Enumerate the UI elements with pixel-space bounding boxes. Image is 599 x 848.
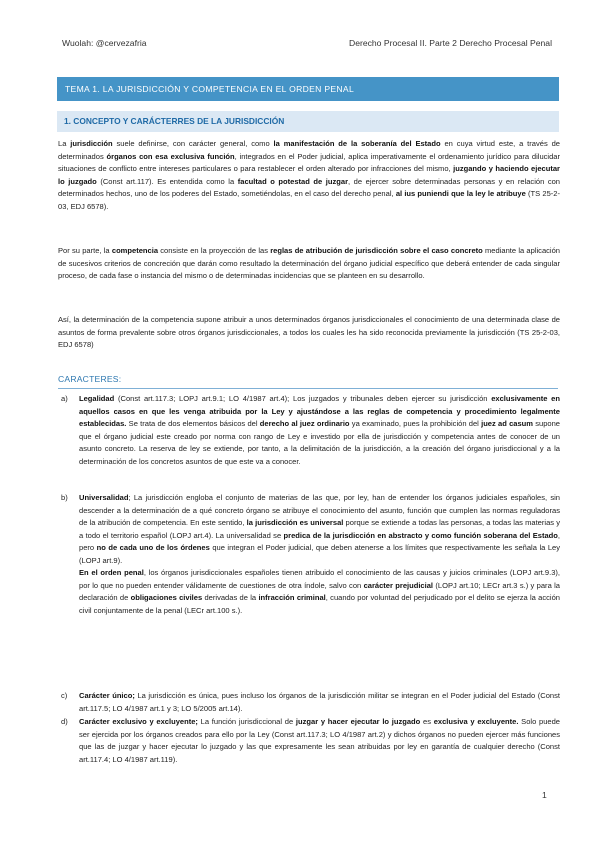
text-run: , los órganos jurisdiccionales españoles tienen atribuido el conocimiento de las causas y juicios criminales (LOPJ art.9.3), por lo que no pueden entender válidamente de cuestiones de otra índole, salvo con [79, 568, 561, 590]
bold-term: Carácter exclusivo y excluyente; [79, 717, 198, 726]
text-run: La función jurisdiccional de [197, 717, 296, 726]
text-run: , cuando por voluntad del perjudicado por el delito se ejerza la acción civil conjuntamente de la penal (LECr art.100 s.). [79, 593, 560, 615]
list-marker: d) [61, 717, 68, 726]
section-title: 1. CONCEPTO Y CARÁCTERRES DE LA JURISDICCIÓN [57, 111, 559, 132]
text-run: , pero [79, 530, 560, 552]
paragraph-competencia [58, 245, 560, 283]
bold-term: juzgar y hacer ejecutar lo juzgado [295, 717, 421, 726]
bold-term: Carácter único; [79, 691, 135, 700]
bold-term: facultad o potestad de juzgar [237, 176, 349, 186]
text-run: supone que el órgano judicial este creado por norma con rango de Ley e investido por ella de jurisdicción y competencia antes de conocer de un asunto concreto. La reserva de ley se extiende, por tanto, a la delimitación de la jurisdicción, a la creación del órgano jurisdiccional y a la determinación de los concretos asuntos de que este va a conocer. [79, 419, 561, 466]
list-marker: b) [61, 493, 68, 502]
text-run: mediante la aplicación de sucesivos criterios de concreción que darán como resultado la determinación del órgano judicial específico que deberá entender de cada singular proceso, de cada fase o instancia del mismo o de determinadas incidencias que se planteen en su desarrollo. [58, 246, 560, 280]
bold-term: Universalidad [79, 493, 129, 502]
text-run: suele definirse, con carácter general, como [112, 139, 274, 148]
text-run: que integran el Poder judicial, que deben atenerse a los límites que respectivamente les señala la Ley (LOPJ art.9). [79, 543, 560, 565]
text-run: La [58, 139, 71, 148]
list-item-legalidad [58, 393, 560, 468]
bold-term: reglas de atribución de jurisdicción sobre el caso concreto [270, 246, 483, 255]
text-run: (Const art.117.3; LOPJ art.9.1; LO 4/1987 art.4); Los juzgados y tribunales deben ejercer su jurisdicción [114, 394, 492, 403]
text-run: porque se extiende a todas las personas, a todas las materias y a todo el territorio español (LOPJ art.4). La universalidad se [79, 518, 560, 540]
paragraph-jurisdiccion [58, 138, 560, 213]
bold-term: jurisdicción [70, 139, 113, 148]
list-item-exclusivo [58, 716, 560, 766]
list-item-text [79, 492, 560, 567]
text-run: derivadas de la [202, 593, 259, 602]
list-item-text [79, 716, 560, 766]
caracteres-divider [58, 388, 558, 389]
bold-term: Legalidad [79, 394, 115, 403]
bold-term: no de cada uno de los órdenes [96, 543, 210, 552]
list-item-universalidad [58, 492, 560, 617]
bold-term: juez ad casum [481, 419, 533, 428]
bold-term: obligaciones civiles [130, 593, 203, 602]
list-item-caracter-unico [58, 690, 560, 715]
paragraph-determinacion: Así, la determinación de la competencia supone atribuir a unos determinados órganos jurisdiccionales el conocimiento de una determinada clase de asuntos de forma prevalente sobre otros órganos jurisdiccionales, a todos los cuales les ha sido reconocida previamente la jurisdicción (TS 25-2-03, EDJ 6578) [58, 315, 560, 349]
bold-term: exclusiva y excluyente. [433, 717, 519, 726]
list-item-text [79, 393, 560, 468]
bold-term: juzgando y haciendo ejecutar lo juzgado [58, 164, 560, 186]
text-run: es [420, 717, 434, 726]
list-marker: a) [61, 394, 68, 403]
text-run: consiste en la proyección de las [158, 246, 271, 255]
text-run: en cuya virtud este, a través de determinados [58, 139, 560, 161]
bold-term: predica de la jurisdicción en abstracto y como función soberana del Estado [283, 530, 558, 540]
bold-term: la manifestación de la soberanía del Estado [273, 139, 441, 148]
list-item-text [79, 690, 560, 715]
list-item-text-orden-penal [79, 567, 560, 617]
text-run: Se trata de dos elementos básicos del [126, 419, 260, 428]
text-run: La jurisdicción es única, pues incluso los órganos de la jurisdicción militar se integran en el Poder judicial del Estado (Const art.117.5; LO 4/1987 art.1 y 3; LO 5/2005 art.14). [79, 691, 560, 713]
text-run: Por su parte, la [58, 246, 112, 255]
text-run: ya examinado, pues la prohibición del [349, 419, 482, 428]
bold-term: derecho al juez ordinario [259, 419, 350, 428]
text-run: , integrados en el Poder judicial, aplica imperativamente el ordenamiento jurídico para dilucidar situaciones de conflicto entre intereses particulares o para restablecer el orden alterado por infracciones del mismo, [58, 151, 560, 173]
chapter-banner: TEMA 1. LA JURISDICCIÓN Y COMPETENCIA EN EL ORDEN PENAL [57, 77, 559, 101]
text-run: , de ejercer sobre determinadas personas y en relación con determinados hechos, uno de los poderes del Estado, sometiéndolas, en el caso del derecho penal, [58, 176, 561, 198]
header-course-title: Derecho Procesal II. Parte 2 Derecho Procesal Penal [348, 38, 552, 48]
bold-term: al ius puniendi que la ley le atribuye [395, 189, 526, 198]
bold-term: la jurisdicción es universal [246, 518, 344, 527]
list-marker: c) [61, 691, 68, 700]
text-run: ; La jurisdicción engloba el conjunto de materias de las que, por ley, han de entender los órganos judiciales españoles, sin descender a la determinación de a qué concreto órgano se atribuye el conocimiento del asunto, función que cumplen las normas reguladoras de la atribución de competencia. En este sentido, [79, 493, 560, 527]
bold-term: órganos con esa exclusiva función [106, 151, 235, 161]
text-run: Solo puede ser ejercida por los órganos creados para ello por la Ley (Const art.117.3; LO 4/1987 art.2) y dichos órganos no pueden ejercer más funciones que las de juzgar y hacer ejecutar lo juzgado y las que expresamente les sean atribuidas por ley en garantía de cualquier derecho (Const art.117.4; LO 4/1987 art.119). [79, 717, 560, 764]
bold-term: infracción criminal [258, 593, 326, 602]
caracteres-heading: CARACTERES: [58, 374, 122, 384]
bold-term: competencia [111, 246, 159, 255]
bold-term: En el orden penal [79, 568, 144, 577]
bold-term: carácter prejudicial [363, 580, 434, 590]
bold-term: exclusivamente en aquellos casos en que les venga atribuida por la Ley y ajustándose a las reglas de competencia y procedimiento legalmente establecidas. [79, 394, 560, 428]
text-run: (Const art.117). Es entendida como la [96, 176, 238, 186]
text-run: (TS 25-2-03, EDJ 6578). [58, 189, 561, 211]
header-author: Wuolah: @cervezafria [62, 38, 147, 48]
page-number: 1 [542, 790, 547, 800]
text-run: (LOPJ art.10; LECr art.3 s.) y para la declaración de [79, 580, 560, 602]
